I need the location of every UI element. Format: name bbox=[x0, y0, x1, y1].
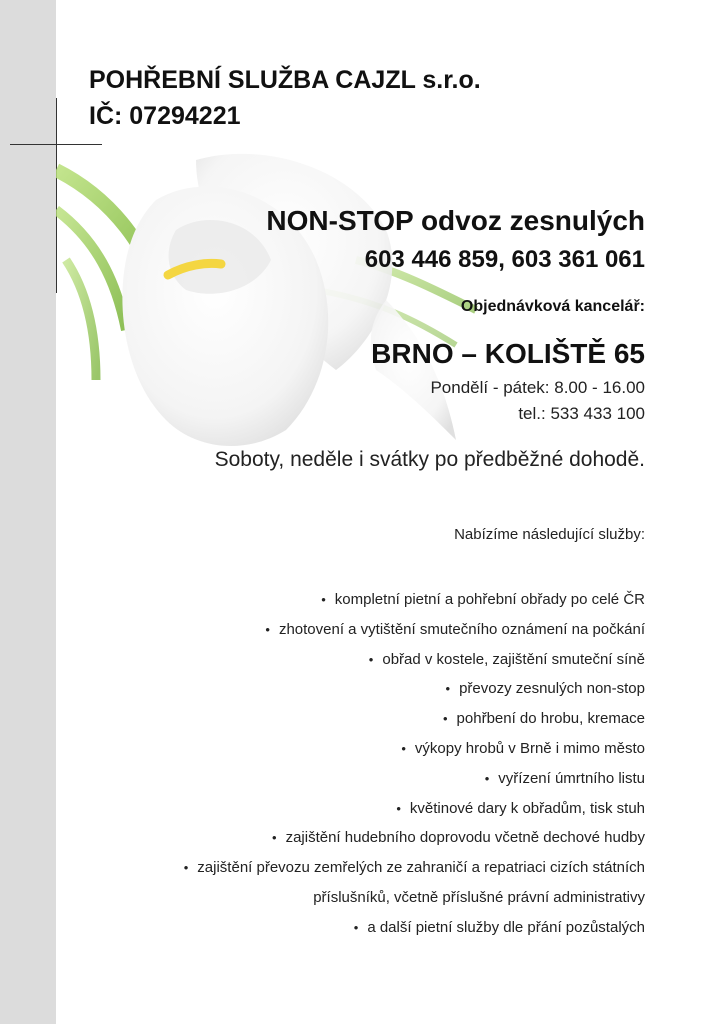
list-item: • obřad v kostele, zajištění smuteční síně bbox=[85, 645, 645, 675]
phone-numbers: 603 446 859, 603 361 061 bbox=[364, 246, 645, 273]
list-item: • zhotovení a vytištění smutečního oznámení na počkání bbox=[85, 615, 645, 645]
bullet-icon: • bbox=[484, 770, 490, 786]
bullet-icon: • bbox=[445, 681, 451, 697]
bullet-icon: • bbox=[401, 740, 406, 756]
list-item: • zajištění hudebního doprovodu včetně dechové hudby bbox=[85, 823, 645, 853]
services-intro: Nabízíme následující služby: bbox=[454, 526, 645, 543]
list-item: • květinové dary k obřadům, tisk stuh bbox=[85, 794, 645, 824]
office-phone: tel.: 533 433 100 bbox=[518, 404, 645, 423]
services-list bbox=[85, 585, 645, 943]
office-label: Objednávková kancelář: bbox=[460, 298, 645, 315]
office-address: BRNO – KOLIŠTĚ 65 bbox=[371, 338, 645, 369]
list-item: • a další pietní služby dle přání pozůstalých bbox=[85, 913, 645, 943]
bullet-icon: • bbox=[442, 711, 448, 727]
nonstop-heading: NON-STOP odvoz zesnulých bbox=[266, 205, 645, 236]
list-item: • pohřbení do hrobu, kremace bbox=[85, 704, 645, 734]
office-hours: Pondělí - pátek: 8.00 - 16.00 bbox=[430, 378, 645, 397]
bullet-icon: • bbox=[265, 621, 270, 637]
weekend-note: Soboty, neděle i svátky po předběžné dohodě. bbox=[214, 448, 645, 471]
company-name: POHŘEBNÍ SLUŽBA CAJZL s.r.o. bbox=[89, 66, 481, 94]
bullet-icon: • bbox=[272, 830, 277, 846]
company-ico: IČ: 07294221 bbox=[89, 102, 241, 130]
list-item: • převozy zesnulých non-stop bbox=[85, 674, 645, 704]
list-item: • výkopy hrobů v Brně i mimo město bbox=[85, 734, 645, 764]
bullet-icon: • bbox=[321, 592, 326, 607]
bullet-icon: • bbox=[396, 800, 401, 816]
list-item: • kompletní pietní a pohřební obřady po celé ČR bbox=[85, 585, 645, 615]
list-item: • vyřízení úmrtního listu bbox=[85, 764, 645, 794]
bullet-icon: • bbox=[368, 651, 374, 667]
left-margin-band bbox=[0, 0, 56, 1024]
bullet-icon: • bbox=[353, 919, 359, 935]
list-item: příslušníků, včetně příslušné právní administrativy bbox=[313, 888, 645, 906]
list-item: • zajištění převozu zemřelých ze zahraničí a repatriaci cizích státních bbox=[85, 853, 645, 883]
company-header bbox=[89, 62, 481, 134]
bullet-icon: • bbox=[183, 860, 189, 876]
